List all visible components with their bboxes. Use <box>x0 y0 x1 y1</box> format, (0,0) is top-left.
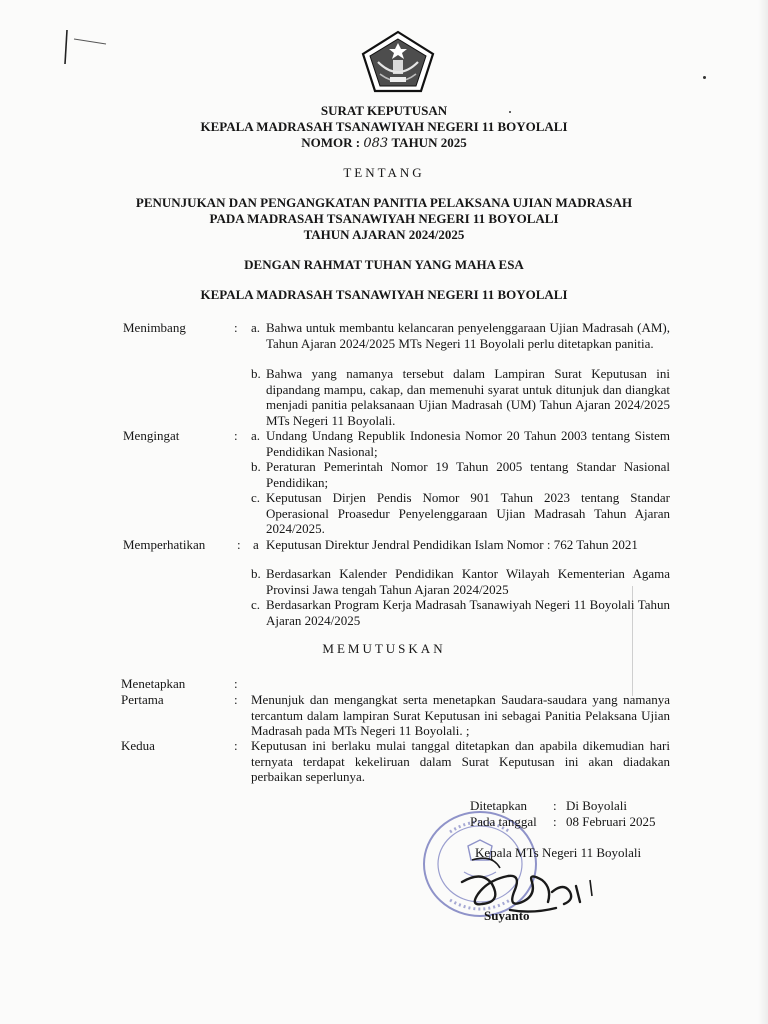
pertama-colon: : <box>234 692 238 707</box>
mengingat-item-c: Keputusan Dirjen Pendis Nomor 901 Tahun 2023 tentang Standar Operasional Proasedur Penyelenggaraan Ujian Madrasah Tahun Ajaran 2024/2025. <box>266 490 670 536</box>
mengingat-item-b: Peraturan Pemerintah Nomor 19 Tahun 2005 tentang Standar Nasional Pendidikan; <box>266 459 670 490</box>
kedua-colon: : <box>234 738 238 753</box>
decree-title: SURAT KEPUTUSAN <box>320 103 448 118</box>
menimbang-item-b: Bahwa yang namanya tersebut dalam Lampiran Surat Keputusan ini dipandang mampu, cakap, dan memenuhi syarat untuk ditunjuk dan diangkat menjadi panitia pelaksanaan Ujian Madrasah (UM) Tahun Ajaran 2024/2025 MTs Negeri 11 Boyolali. <box>266 366 670 428</box>
scan-edge-shadow <box>758 0 768 1024</box>
ministry-emblem-icon <box>360 30 436 94</box>
ditetapkan-value: Di Boyolali <box>566 798 628 813</box>
kepala-heading: KEPALA MADRASAH TSANAWIYAH NEGERI 11 BOYOLALI <box>200 287 568 302</box>
kedua-label: Kedua <box>121 738 155 753</box>
pertama-text: Menunjuk dan mengangkat serta menetapkan Saudara-saudara yang namanya tercantum dalam lampiran Surat Keputusan ini sebagai Panitia Pelaksana Ujian Madrasah pada MTs Negeri 11 Boyolali. ; <box>251 692 670 738</box>
tentang-heading: TENTANG <box>343 165 425 180</box>
ditetapkan-label: Ditetapkan <box>470 798 528 813</box>
item-marker: c. <box>251 597 261 612</box>
decree-number <box>0 135 768 151</box>
tanggal-label: Pada tanggal <box>470 814 537 829</box>
memperhatikan-item-a: Keputusan Direktur Jendral Pendidikan Islam Nomor : 762 Tahun 2021 <box>266 537 638 552</box>
mengingat-item-a: Undang Undang Republik Indonesia Nomor 20 Tahun 2003 tentang Sistem Pendidikan Nasional; <box>266 428 670 459</box>
signatory-name: Suyanto <box>484 908 530 923</box>
subject-line-3: TAHUN AJARAN 2024/2025 <box>303 227 465 242</box>
item-marker: b. <box>251 366 261 381</box>
item-marker: a. <box>251 320 261 335</box>
menimbang-item-a: Bahwa untuk membantu kelancaran penyelenggaraan Ujian Madrasah (AM), Tahun Ajaran 2024/2025 MTs Negeri 11 Boyolali perlu ditetapkan panitia. <box>266 320 670 351</box>
item-marker: b. <box>251 566 261 581</box>
tanggal-value: 08 Februari 2025 <box>566 814 656 829</box>
memperhatikan-item-c: Berdasarkan Program Kerja Madrasah Tsanawiyah Negeri 11 Boyolali Tahun Ajaran 2024/2025 <box>266 597 670 628</box>
decree-issuer: KEPALA MADRASAH TSANAWIYAH NEGERI 11 BOYOLALI <box>200 119 568 134</box>
kedua-text: Keputusan ini berlaku mulai tanggal ditetapkan dan apabila dikemudian hari ternyata terdapat kekeliruan dalam Surat Keputusan ini akan diadakan perbaikan seperlunya. <box>251 738 670 784</box>
item-marker: b. <box>251 459 261 474</box>
scan-corner-mark <box>58 26 118 72</box>
memutuskan-heading: MEMUTUSKAN <box>322 641 446 656</box>
menimbang-label: Menimbang <box>123 320 186 335</box>
item-marker: a <box>253 537 259 552</box>
ditetapkan-colon: : <box>553 798 557 813</box>
subject-line-1: PENUNJUKAN DAN PENGANGKATAN PANITIA PELAKSANA UJIAN MADRASAH <box>135 195 633 210</box>
tanggal-colon: : <box>553 814 557 829</box>
item-marker: a. <box>251 428 261 443</box>
mengingat-colon: : <box>234 428 238 443</box>
menetapkan-label: Menetapkan <box>121 676 186 691</box>
menetapkan-colon: : <box>234 676 238 691</box>
memperhatikan-item-b: Berdasarkan Kalender Pendidikan Kantor Wilayah Kementerian Agama Provinsi Jawa tengah Tahun Ajaran 2024/2025 <box>266 566 670 597</box>
decree-number-prefix: NOMOR : <box>301 135 364 150</box>
scan-dot <box>703 76 706 79</box>
subject-line-2: PADA MADRASAH TSANAWIYAH NEGERI 11 BOYOLALI <box>209 211 559 226</box>
menimbang-colon: : <box>234 320 238 335</box>
decree-number-suffix: TAHUN 2025 <box>391 135 467 150</box>
decree-number-handwritten: 083 <box>363 136 389 151</box>
memperhatikan-colon: : <box>237 537 241 552</box>
item-marker: c. <box>251 490 261 505</box>
pertama-label: Pertama <box>121 692 164 707</box>
memperhatikan-label: Memperhatikan <box>123 537 206 552</box>
signatory-position: Kepala MTs Negeri 11 Boyolali <box>475 845 642 860</box>
rahmat-heading: DENGAN RAHMAT TUHAN YANG MAHA ESA <box>244 257 524 272</box>
mengingat-label: Mengingat <box>123 428 180 443</box>
